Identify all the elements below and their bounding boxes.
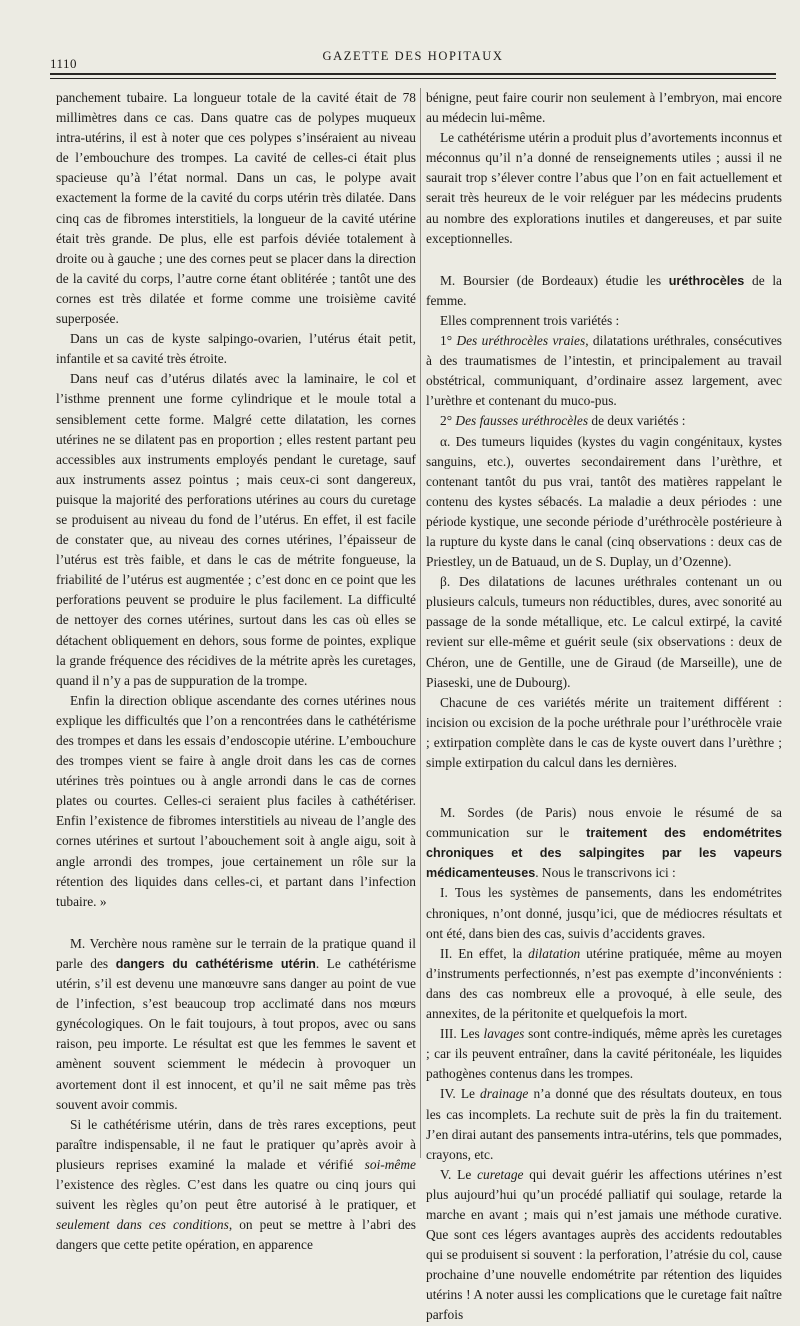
text: Si le cathétérisme utérin, dans de très rares exceptions, peut paraître indispensable, il ne faut le pratiquer qu’après avoir à plusieurs reprises examiné la malade et vérifié <box>56 1116 416 1172</box>
text: sont contre-indiqués, même après les curetages ; car ils peuvent entraîner, dans la cavité péritonéale, les liquides pathogènes contenus dans les trompes. <box>426 1026 782 1082</box>
journal-title: GAZETTE DES HOPITAUX <box>322 49 504 63</box>
emphasis: curetage <box>477 1166 524 1182</box>
text: , on peut se mettre à l’abri des dangers que cette petite opération, en apparence <box>56 1217 416 1253</box>
paragraph-boursier <box>426 271 782 311</box>
paragraph: bénigne, peut faire courir non seulement à l’embryon, mai encore au médecin lui-même. <box>426 90 782 126</box>
text: de deux variétés : <box>588 413 686 429</box>
paragraph-verchere <box>56 934 416 1115</box>
paragraph: Dans neuf cas d’utérus dilatés avec la laminaire, le col et l’isthme prennent une forme cylindrique et le moule total a sensiblement cette forme. Malgré cette dilatation, les cornes utérines ne se dilatent pas en proportion ; elles restent partant peu accessibles aux instruments employés pendant le curetage, sauf aux instruments assez pointus ; mais ceux-ci sont dangereux, puisque la majorité des perforations utérines au cours du curetage se produisent au niveau du fond de l’utérus. En effet, il est facile de constater que, au niveau des cornes utérines, l’épaisseur de l’utérus est très faible, et dans le cas de métrite fongueuse, la friabilité de l’utérus est augmentée ; c’est donc en ce point que les perforations peuvent se produire le plus facilement. La difficulté de nettoyer des cornes utérines, surtout dans les cas où elles se détachent obliquement en dehors, sous forme de pointes, explique la grande fréquence des récidives de la métrite après les curetages, quand il n’y a pas de suppuration de la trompe. <box>56 371 416 688</box>
emphasis: Des uréthrocèles vraies <box>456 333 586 349</box>
column-divider <box>420 88 421 1158</box>
paragraph: Chacune de ces variétés mérite un traitement différent : incision ou excision de la poche uréthrale pour l’uréthrocèle vraie ; extirpation complète dans le cas de kyste ouvert dans l’urèthre ; simple extirpation du calcul dans les dernières. <box>426 694 782 770</box>
emphasis: drainage <box>480 1086 529 1102</box>
paragraph: Le cathétérisme utérin a produit plus d’avortements inconnus et méconnus qu’il n’a donné de renseignements utiles ; aussi il ne saurait trop s’élever contre l’abus que l’on en fait actuellement et serait très heureux de le voir reléguer par les médecins prudents au nombre des explorations inutiles et dangereuses, et par suite exceptionnelles. <box>426 130 782 246</box>
emphasis: seulement dans ces conditions <box>56 1217 229 1233</box>
paragraph: Enfin la direction oblique ascendante des cornes utérines nous explique les difficultés que l’on a rencontrées dans le cathétérisme des trompes et dans les essais d’endoscopie utérine. L’embouchure des trompes vient se faire à angle droit dans les cas de cornes utérines très pointues ou à angle arrondi dans le cas de cornes plates ou courtes. Celles-ci seraient plus faciles à cathétériser. Enfin l’existence de fibromes interstitiels au niveau de l’angle des cornes utérines et surtout l’abouchement soit à angle aigu, soit à angle arrondi des trompes, joue certainement un rôle sur la rétention des liquides dans celles-ci, et partant dans l’infection tubaire. » <box>56 692 416 909</box>
paragraph <box>426 1024 782 1084</box>
paragraph: α. Des tumeurs liquides (kystes du vagin congénitaux, kystes sanguins, etc.), ouvertes secondairement dans l’urèthre, et contenant tantôt du pus vrai, tantôt des matières rappelant le contenu des kystes sébacés. La maladie a deux périodes : une période kystique, une seconde période d’uréthrocèle postérieure à la rupture du kyste dans le canal (cinq observations : deux cas de Priestley, un de Batuaud, un de S. Duplay, un d’Ozenne). <box>426 433 782 570</box>
paragraph <box>426 411 782 431</box>
text: 1° <box>440 333 457 349</box>
header-rule-thick <box>50 73 776 75</box>
section-heading-inline: uréthrocèles <box>668 273 745 288</box>
emphasis: dilatation <box>528 945 581 961</box>
emphasis: soi-même <box>364 1156 416 1172</box>
paragraph <box>426 1084 782 1164</box>
text: qui devait guérir les affections utérines n’est plus aujourd’hui qu’un procédé palliatif qui soulage, retarde la marche en avant ; mais qui n’est jamais une méthode curative. Que sont ces légers avantages auprès des accidents redoutables qui se produisent si souvent : la perforation, l’atrésie du col, cause prochaine d’une nouvelle endométrite par rétention des liquides utérins ! A noter aussi les complications que le curetage fait naître parfois <box>426 1166 783 1323</box>
text: M. Boursier (de Bordeaux) étudie les <box>440 272 669 288</box>
page-number: 1110 <box>50 56 78 71</box>
text: M. Sordes (de Paris) nous envoie le résumé de sa communication sur le <box>426 805 782 841</box>
section-heading-inline: traitement des endométrites chroniques et des salpingites par les vapeurs médicamenteuses <box>426 826 783 881</box>
text: M. Verchère nous ramène sur le terrain de la pratique quand il parle des <box>56 935 416 971</box>
text: l’existence des règles. C’est dans les quatre ou cinq jours qui suivent les règles qu’on peut être autorisé à le pratiquer, et <box>56 1176 416 1213</box>
text: IV. Le <box>440 1086 481 1102</box>
section-heading-inline: dangers du cathétérisme utérin <box>115 956 316 971</box>
paragraph <box>426 331 782 411</box>
paragraph-sordes <box>426 803 782 883</box>
right-column <box>426 88 782 1326</box>
left-column <box>56 88 416 1255</box>
text: 2° <box>440 413 456 429</box>
paragraph: β. Des dilatations de lacunes uréthrales contenant un ou plusieurs calculs, tumeurs non réductibles, dures, avec sonorité au passage de la sonde métallique, etc. Le calcul extirpé, la cavité revient sur elle-même et guérit seule (six observations : deux de Chéron, une de Gentille, une de Giraud (de Marseille), une de Piaseski, une de Dubourg). <box>426 574 782 690</box>
paragraph <box>426 944 782 1024</box>
paragraph <box>56 1115 416 1256</box>
text: de la femme. <box>426 272 782 308</box>
text: . Le cathétérisme utérin, s’il est devenu une manœuvre sans danger au point de vue de l’infection, s’est beaucoup trop acclimaté dans nos mœurs gynécologiques. On le fait toujours, à tout propos, avec ou sans raison, peu importe. Le résultat est que les femmes le savent et amènent souvent sciemment le médecin à provoquer un avortement dont il est innocent, et qu’il ne sait même pas très souvent avoir commis. <box>56 955 417 1112</box>
paragraph <box>426 1165 782 1326</box>
text: n’a donné que des résultats douteux, en tous les cas incomplets. La rechute suit de près la fin du traitement. J’en dirai autant des pansements intra-utérins, tels que pommades, crayons, etc. <box>426 1086 782 1162</box>
text: II. En effet, la <box>440 945 529 961</box>
page-header <box>50 44 776 74</box>
header-rule-thin <box>50 78 776 79</box>
paragraph: I. Tous les systèmes de pansements, dans les endométrites chroniques, n’ont donné, jusqu’ici, que de médiocres résultats et ont été, dans bien des cas, suivis d’accidents graves. <box>426 885 782 941</box>
emphasis: lavages <box>483 1026 525 1042</box>
paragraph: Dans un cas de kyste salpingo-ovarien, l’utérus était petit, infantile et sa cavité très étroite. <box>56 331 416 367</box>
text: III. Les <box>440 1026 484 1042</box>
text: . Nous le transcrivons ici : <box>535 865 676 881</box>
paragraph: panchement tubaire. La longueur totale de la cavité était de 78 millimètres dans ce cas. Dans quatre cas de polypes muqueux intra-utérins, il est à noter que ces polypes s’inséraient au niveau de l’embouchure des trompes. La cavité de celles-ci était plus spacieuse qu’à l’état normal. Dans un cas, le polype avait exactement la forme de la cavité du corps utérin très dilatée. Dans cinq cas de fibromes interstitiels, la longueur de la cavité utérine était très grande. De plus, elle est parfois déviée totalement à droite ou à gauche ; une des cornes peut se placer dans la direction de la cavité du corps, l’autre corne étant oblitérée ; tantôt une des cornes est très dilatée et forme comme une troisième cavité superposée. <box>56 90 416 327</box>
emphasis: Des fausses uréthrocèles <box>455 413 589 429</box>
paragraph: Elles comprennent trois variétés : <box>440 312 620 328</box>
text: utérine pratiquée, même au moyen d’instruments perfectionnés, n’est pas exempte d’inconvénients : dans des cas nombreux elle a provoqué, à elle seule, des annexites, de la péritonite et quelquefois la mort. <box>426 945 782 1022</box>
text: V. Le <box>440 1166 478 1182</box>
text: , dilatations uréthrales, consécutives à des traumatismes de l’intestin, et principalement au travail obstétrical, communiquant, d’ordinaire assez largement, avec l’urèthre et contenant du muco-pus. <box>426 333 783 409</box>
